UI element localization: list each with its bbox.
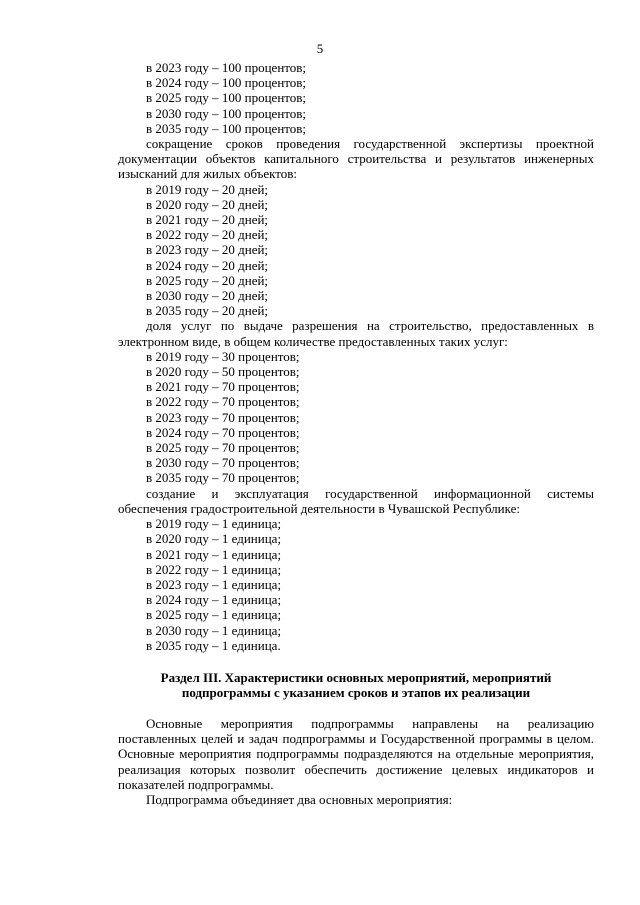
paragraph-electronic-services: доля услуг по выдаче разрешения на строительство, предоставленных в электронном виде, в общем количестве предоставленных таких услуг: — [118, 318, 594, 349]
list-item: в 2021 году – 70 процентов; — [146, 379, 300, 395]
list-item: в 2035 году – 20 дней; — [146, 303, 269, 319]
list-item: в 2030 году – 70 процентов; — [146, 455, 300, 471]
list-item: в 2019 году – 20 дней; — [146, 181, 269, 197]
section-heading — [118, 670, 594, 701]
list-item: в 2022 году – 20 дней; — [146, 227, 269, 243]
list-item: в 2021 году – 20 дней; — [146, 212, 269, 228]
list-item: в 2024 году – 70 процентов; — [146, 424, 300, 440]
list-item: в 2023 году – 70 процентов; — [146, 409, 300, 425]
list-item: в 2023 году – 1 единица; — [146, 576, 282, 592]
list-item: в 2024 году – 20 дней; — [146, 257, 269, 273]
paragraph-expertise: сокращение сроков проведения государственной экспертизы проектной документации объектов капитального строительства и результатов инженерных изысканий для жилых объектов: — [118, 136, 594, 182]
document-content — [118, 60, 594, 807]
list-item: в 2023 году – 20 дней; — [146, 242, 269, 258]
list-item: в 2022 году – 70 процентов; — [146, 394, 300, 410]
section-heading-line-2: подпрограммы с указанием сроков и этапов их реализации — [181, 685, 531, 701]
list-item: в 2022 году – 1 единица; — [146, 561, 282, 577]
list-item: в 2019 году – 1 единица; — [146, 516, 282, 532]
year-list-4 — [118, 516, 594, 653]
list-item: в 2024 году – 100 процентов; — [146, 75, 307, 91]
list-item: в 2025 году – 1 единица; — [146, 607, 282, 623]
section-heading-line-1: Раздел III. Характеристики основных мероприятий, мероприятий — [160, 669, 552, 685]
page-number: 5 — [316, 41, 324, 56]
list-item: в 2025 году – 100 процентов; — [146, 90, 307, 106]
list-item: в 2030 году – 100 процентов; — [146, 105, 307, 121]
list-item: в 2024 году – 1 единица; — [146, 592, 282, 608]
list-item: в 2023 году – 100 процентов; — [146, 60, 307, 75]
list-item: в 2035 году – 70 процентов; — [146, 470, 300, 486]
list-item: в 2025 году – 20 дней; — [146, 272, 269, 288]
year-list-3 — [118, 349, 594, 486]
list-item: в 2035 году – 1 единица. — [146, 637, 281, 653]
list-item: в 2021 году – 1 единица; — [146, 546, 282, 562]
list-item: в 2030 году – 20 дней; — [146, 288, 269, 304]
list-item: в 2019 году – 30 процентов; — [146, 348, 300, 364]
year-list-1 — [118, 60, 594, 136]
paragraph-information-system: создание и эксплуатация государственной информационной системы обеспечения градостроительной деятельности в Чувашской Республике: — [118, 485, 594, 516]
year-list-2 — [118, 182, 594, 319]
list-item: в 2025 году – 70 процентов; — [146, 440, 300, 456]
list-item: в 2020 году – 50 процентов; — [146, 364, 300, 380]
body-paragraph-1: Основные мероприятия подпрограммы направлены на реализацию поставленных целей и задач подпрограммы и Государственной программы в целом. Основные мероприятия подпрограммы подразделяются на отдельные мероприятия, реализация которых позволит обеспечить достижение целевых индикаторов и показателей подпрограммы. — [118, 715, 594, 792]
list-item: в 2020 году – 1 единица; — [146, 531, 282, 547]
list-item: в 2035 году – 100 процентов; — [146, 120, 307, 136]
list-item: в 2030 году – 1 единица; — [146, 622, 282, 638]
body-paragraph-2: Подпрограмма объединяет два основных мероприятия: — [146, 791, 453, 807]
list-item: в 2020 году – 20 дней; — [146, 196, 269, 212]
